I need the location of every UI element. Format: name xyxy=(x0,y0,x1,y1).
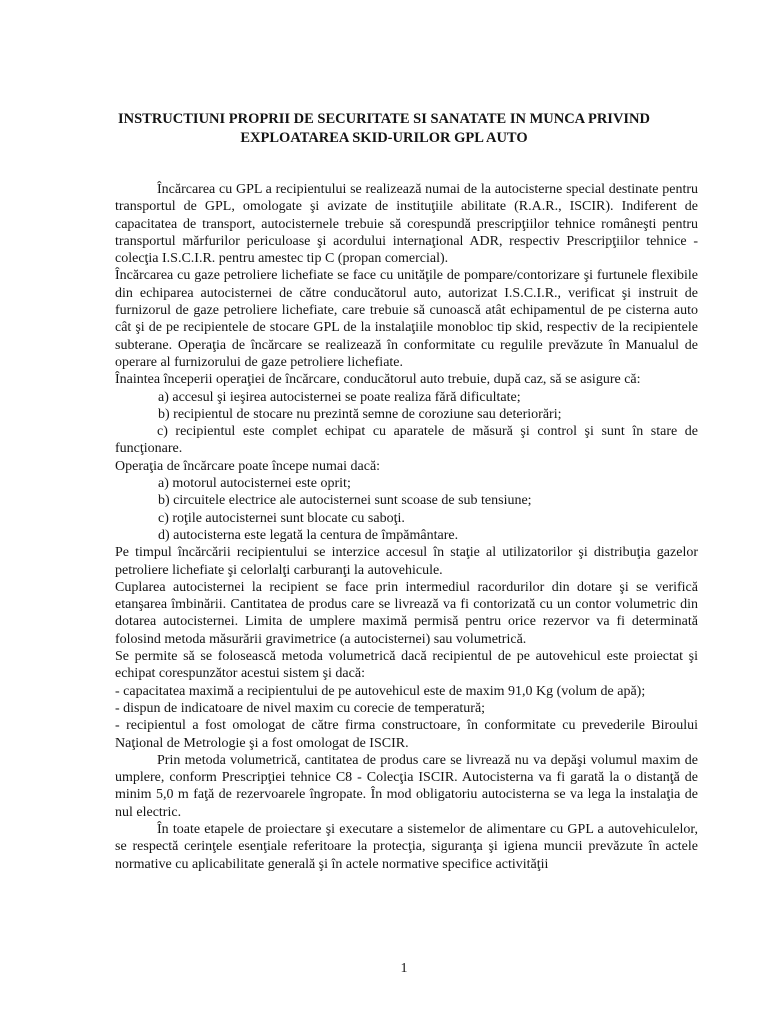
paragraph: Încărcarea cu GPL a recipientului se realizează numai de la autocisterne special destinate pentru transportul de GPL, omologate şi avizate de instituţiile abilitate (R.A.R., ISCIR). Indiferent de capacitatea de transport, autocisternele trebuie să corespundă prescripţiilor tehnice româneşti pentru transportul mărfurilor periculoase şi acordului internaţional ADR, respectiv Prescripţiilor tehnice - colecţia I.S.C.I.R. pentru amestec tip C (propan comercial). xyxy=(115,182,698,267)
paragraph: Se permite să se folosească metoda volumetrică dacă recipientul de pe autovehicul este proiectat şi echipat corespunzător acestui sistem şi dacă: xyxy=(115,649,698,682)
paragraph: Cuplarea autocisternei la recipient se face prin intermediul racordurilor din dotare şi se verifică etanşarea îmbinării. Cantitatea de produs care se livrează va fi contorizată cu un contor volumetric din dotarea autocisternei. Limita de umplere maximă permisă pentru orice rezervor va fi determinată folosind metoda măsurării gravimetrice (a autocisternei) sau volumetrică. xyxy=(115,579,698,647)
paragraph: Înaintea începerii operaţiei de încărcare, conducătorul auto trebuie, după caz, să se asigure că: xyxy=(115,372,641,388)
dash-item: - capacitatea maximă a recipientului de pe autovehicul este de maxim 91,0 Kg (volum de apă); xyxy=(115,683,646,699)
paragraph: În toate etapele de proiectare şi executare a sistemelor de alimentare cu GPL a autovehiculelor, se respectă cerinţele esenţiale referitoare la protecţia, siguranţa şi igiena muncii prevăzute în actele normative cu aplicabilitate generală şi în actele normative specifice activităţii xyxy=(115,821,698,872)
document-title xyxy=(100,110,668,148)
list-item: b) recipientul de stocare nu prezintă semne de coroziune sau deteriorări; xyxy=(158,406,562,422)
paragraph: Pe timpul încărcării recipientului se interzice accesul în staţie al utilizatorilor şi distribuţia gazelor petroliere lichefiate şi celorlalţi carburanţi la autovehicule. xyxy=(115,545,698,578)
title-line-1: INSTRUCTIUNI PROPRII DE SECURITATE SI SANATATE IN MUNCA PRIVIND xyxy=(117,111,650,127)
list-item: a) accesul şi ieşirea autocisternei se poate realiza fără dificultate; xyxy=(158,389,521,405)
title-line-2: EXPLOATAREA SKID-URILOR GPL AUTO xyxy=(240,130,528,146)
paragraph: Încărcarea cu gaze petroliere lichefiate se face cu unităţile de pompare/contorizare şi furtunele flexibile din echiparea autocisternei de către conducătorul auto, autorizat I.S.C.I.R., verificat şi instruit de furnizorul de gaze petroliere lichefiate, care trebuie să cunoască atât echipamentul de pe cisterna auto cât şi de pe recipientele de stocare GPL de la instalaţiile monobloc tip skid, respectiv de la recipientele subterane. Operaţia de încărcare se realizează în conformitate cu regulile prevăzute în Manualul de operare al furnizorului de gaze petroliere lichefiate. xyxy=(115,268,698,370)
list-item: d) autocisterna este legată la centura de împământare. xyxy=(158,527,459,543)
page-number: 1 xyxy=(400,961,408,976)
dash-item: - recipientul a fost omologat de către firma constructoare, în conformitate cu prevederile Biroului Naţional de Metrologie şi a fost omologat de ISCIR. xyxy=(115,718,698,751)
list-item: c) recipientul este complet echipat cu aparatele de măsură şi control şi sunt în stare de funcţionare. xyxy=(115,424,698,457)
dash-item: - dispun de indicatoare de nivel maxim cu corecie de temperatură; xyxy=(115,700,486,716)
paragraph: Operaţia de încărcare poate începe numai dacă: xyxy=(115,458,381,474)
list-item: a) motorul autocisternei este oprit; xyxy=(158,476,351,492)
paragraph: Prin metoda volumetrică, cantitatea de produs care se livrează nu va depăşi volumul maxim de umplere, conform Prescripţiei tehnice C8 - Colecţia ISCIR. Autocisterna va fi garată la o distanţă de minim 5,0 m faţă de rezervoarele îngropate. În mod obligatoriu autocisterna se va lega la instalaţia de nul electric. xyxy=(115,752,698,820)
list-item: c) roţile autocisternei sunt blocate cu saboţi. xyxy=(158,510,405,526)
document-body xyxy=(115,181,698,873)
list-item: b) circuitele electrice ale autocisternei sunt scoase de sub tensiune; xyxy=(158,493,532,509)
